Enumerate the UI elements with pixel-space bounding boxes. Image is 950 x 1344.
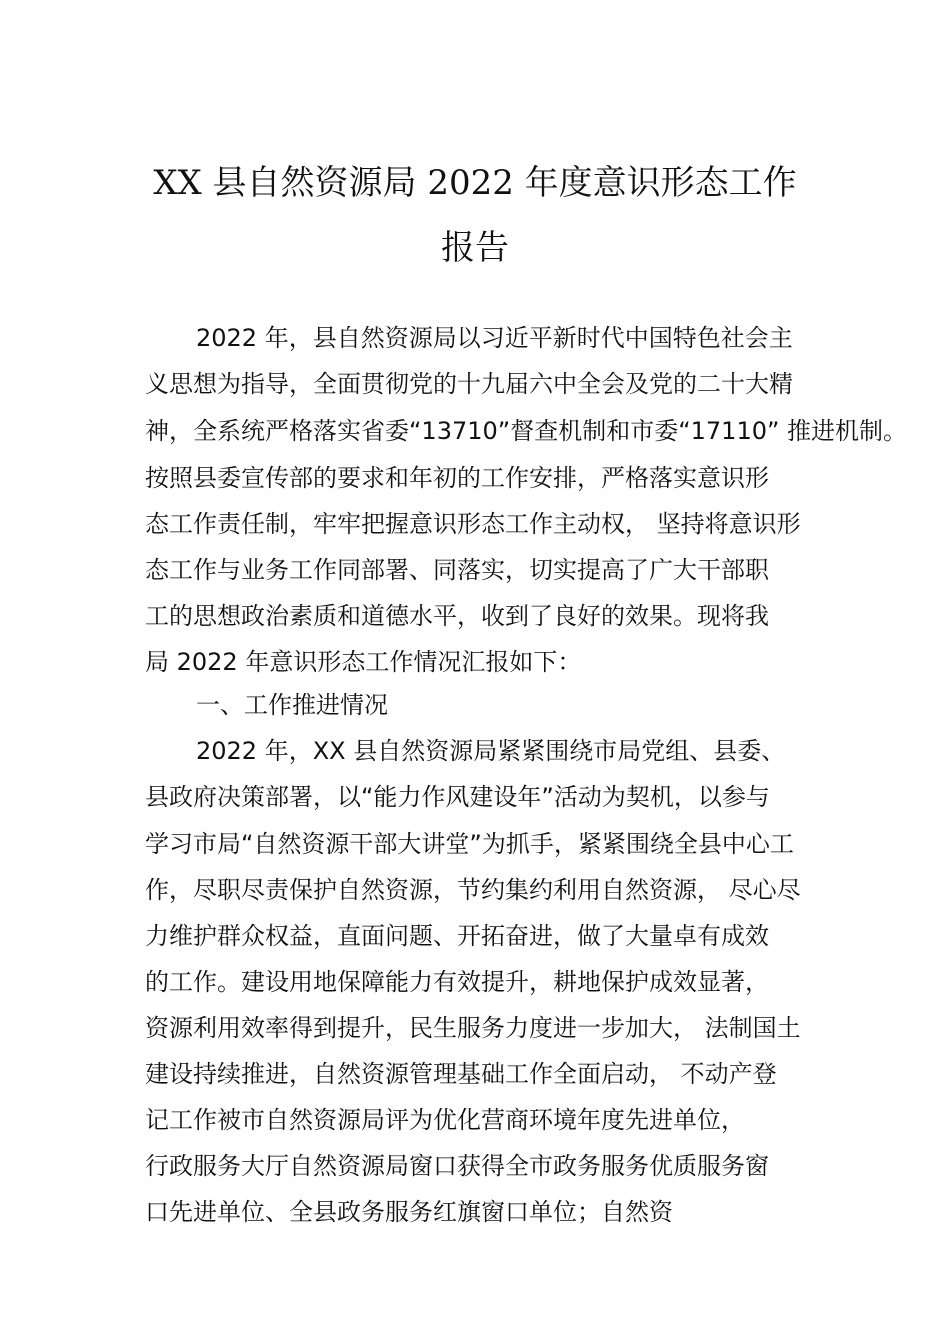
document-title-line-1: XX 县自然资源局 2022 年度意识形态工作 <box>153 163 797 203</box>
section-heading-1: 一、工作推进情况 <box>196 691 388 719</box>
paragraph-1-line-5: 态工作责任制，牢牢把握意识形态工作主动权， 坚持将意识形 <box>145 510 801 538</box>
paragraph-2-line-7: 资源利用效率得到提升，民生服务力度进一步加大， 法制国土 <box>145 1014 801 1042</box>
paragraph-2-line-5: 力维护群众权益，直面问题、开拓奋进，做了大量卓有成效 <box>145 922 769 950</box>
document-title-line-2: 报告 <box>441 228 509 268</box>
paragraph-1-line-3: 神，全系统严格落实省委“13710”督查机制和市委“17110” 推进机制。 <box>145 417 908 445</box>
paragraph-2-line-9: 记工作被市自然资源局评为优化营商环境年度先进单位， <box>145 1106 745 1134</box>
paragraph-1-line-1: 2022 年，县自然资源局以习近平新时代中国特色社会主 <box>196 324 793 352</box>
paragraph-2-line-1: 2022 年，XX 县自然资源局紧紧围绕市局党组、县委、 <box>196 737 786 765</box>
paragraph-2-line-8: 建设持续推进，自然资源管理基础工作全面启动， 不动产登 <box>145 1060 777 1088</box>
paragraph-1-line-7: 工的思想政治素质和道德水平，收到了良好的效果。现将我 <box>145 602 769 630</box>
paragraph-1-line-6: 态工作与业务工作同部署、同落实，切实提高了广大干部职 <box>145 556 769 584</box>
paragraph-2-line-6: 的工作。建设用地保障能力有效提升，耕地保护成效显著， <box>145 968 769 996</box>
paragraph-2-line-2: 县政府决策部署，以“能力作风建设年”活动为契机，以参与 <box>145 783 770 811</box>
paragraph-1-line-8: 局 2022 年意识形态工作情况汇报如下： <box>145 648 582 676</box>
paragraph-1-line-4: 按照县委宣传部的要求和年初的工作安排，严格落实意识形 <box>145 464 769 492</box>
paragraph-2-line-10: 行政服务大厅自然资源局窗口获得全市政务服务优质服务窗 <box>145 1152 769 1180</box>
paragraph-2-line-11: 口先进单位、全县政务服务红旗窗口单位；自然资 <box>145 1198 673 1226</box>
paragraph-2-line-3: 学习市局“自然资源干部大讲堂”为抓手，紧紧围绕全县中心工 <box>145 830 794 858</box>
paragraph-2-line-4: 作，尽职尽责保护自然资源，节约集约利用自然资源， 尽心尽 <box>145 876 801 904</box>
paragraph-1-line-2: 义思想为指导，全面贯彻党的十九届六中全会及党的二十大精 <box>145 370 793 398</box>
